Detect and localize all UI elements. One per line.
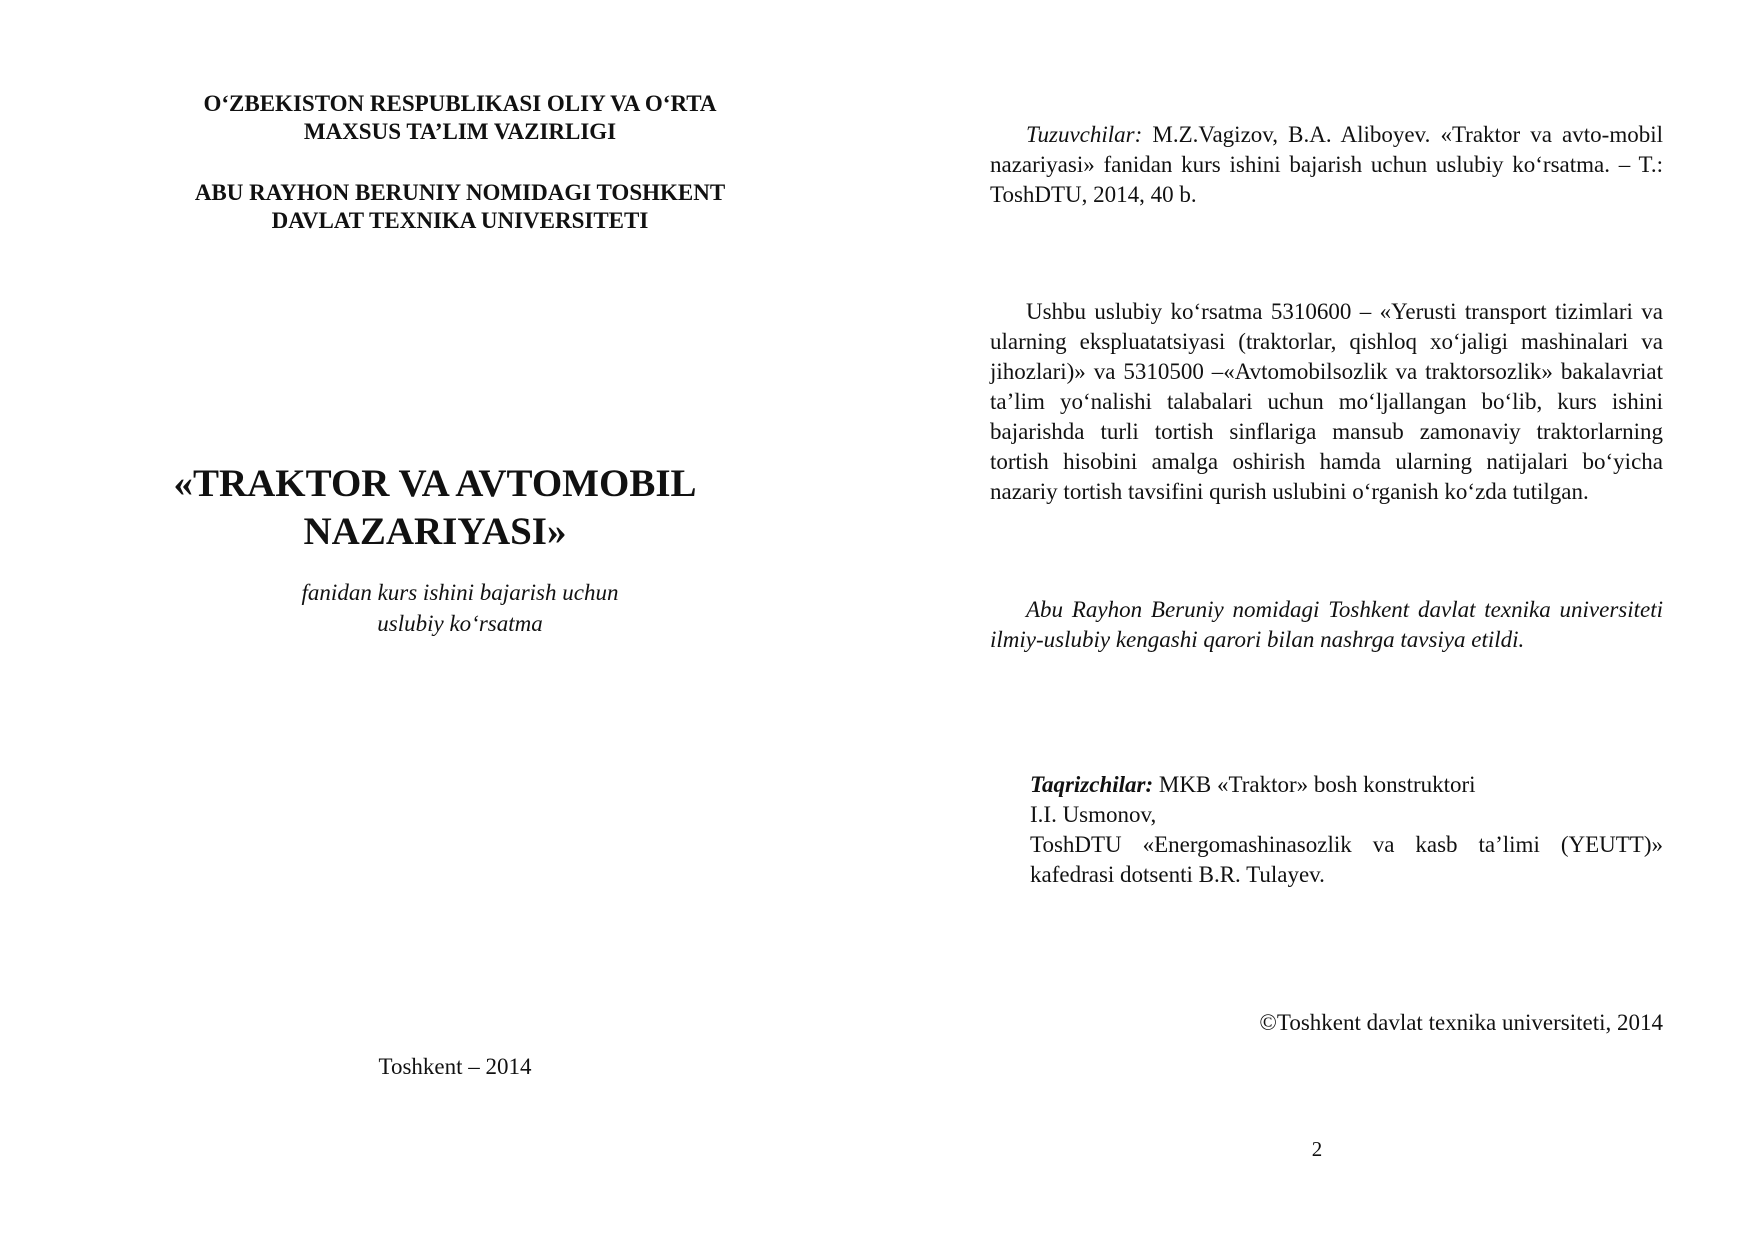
compilers-label: Tuzuvchilar: (1026, 122, 1143, 147)
ministry-line: MAXSUS TA’LIM VAZIRLIGI (303, 119, 617, 144)
ministry-line: O‘ZBEKISTON RESPUBLIKASI OLIY VA O‘RTA (203, 91, 717, 116)
reviewers-block (1030, 770, 1663, 890)
title-line: NAZARIYASI» (303, 510, 567, 553)
reviewers-label: Taqrizchilar: (1030, 772, 1154, 797)
copyright-notice: ©Toshkent davlat texnika universiteti, 2014 (1259, 1010, 1663, 1035)
reviewers-line (1030, 770, 1663, 800)
university-heading (150, 179, 770, 235)
ministry-heading (150, 90, 770, 146)
annotation-paragraph: Ushbu uslubiy ko‘rsatma 5310600 – «Yerusti transport tizimlari va ularning ekspluatatsiyasi (traktorlar, qishloq xo‘jaligi mashinalari va jihozlari)» va 5310500 –«Avtomobilsozlik va traktorsozlik» bakalavriat ta’lim yo‘nalishi talabalari uchun mo‘ljallangan bo‘lib, kurs ishini bajarishda turli tortish sinflariga mansub zamonaviy traktorlarning tortish hisobini amalga oshirish hamda ularning natijalari bo‘yicha nazariy tortish tavsifini qurish uslubini o‘rganish ko‘zda tutilgan. (990, 299, 1663, 504)
compilers-block (990, 120, 1663, 210)
reviewers-text: MKB «Traktor» bosh konstruktori (1153, 772, 1476, 797)
annotation-block (990, 297, 1663, 507)
subtitle-line: uslubiy ko‘rsatma (377, 611, 543, 636)
reviewers-line: kafedrasi dotsenti B.R. Tulayev. (1030, 862, 1325, 887)
university-line: DAVLAT TEXNIKA UNIVERSITETI (271, 208, 649, 233)
document-subtitle (240, 577, 680, 639)
compilers-paragraph (990, 120, 1663, 210)
recommendation-paragraph: Abu Rayhon Beruniy nomidagi Toshkent davlat texnika universiteti ilmiy-uslubiy kengashi qarori bilan nashrga tavsiya etildi. (990, 597, 1663, 652)
subtitle-line: fanidan kurs ishini bajarish uchun (301, 580, 619, 605)
reviewers-line: ToshDTU «Energomashinasozlik va kasb ta’limi (YEUTT)» (1030, 832, 1663, 857)
compilers-text: M.Z.Vagizov, B.A. Aliboyev. «Traktor va avto-mobil nazariyasi» fanidan kurs ishini bajarish uchun uslubiy ko‘rsatma. – T.: ToshDTU, 2014, 40 b. (990, 122, 1663, 207)
document-title (150, 460, 720, 556)
page-number: 2 (1311, 1137, 1323, 1161)
imprint-page (877, 0, 1754, 1240)
city-year: Toshkent – 2014 (378, 1054, 532, 1079)
university-line: ABU RAYHON BERUNIY NOMIDAGI TOSHKENT (194, 180, 726, 205)
reviewers-line: I.I. Usmonov, (1030, 802, 1157, 827)
title-line: «TRAKTOR VA AVTOMOBIL (173, 462, 697, 505)
recommendation-block (990, 595, 1663, 655)
